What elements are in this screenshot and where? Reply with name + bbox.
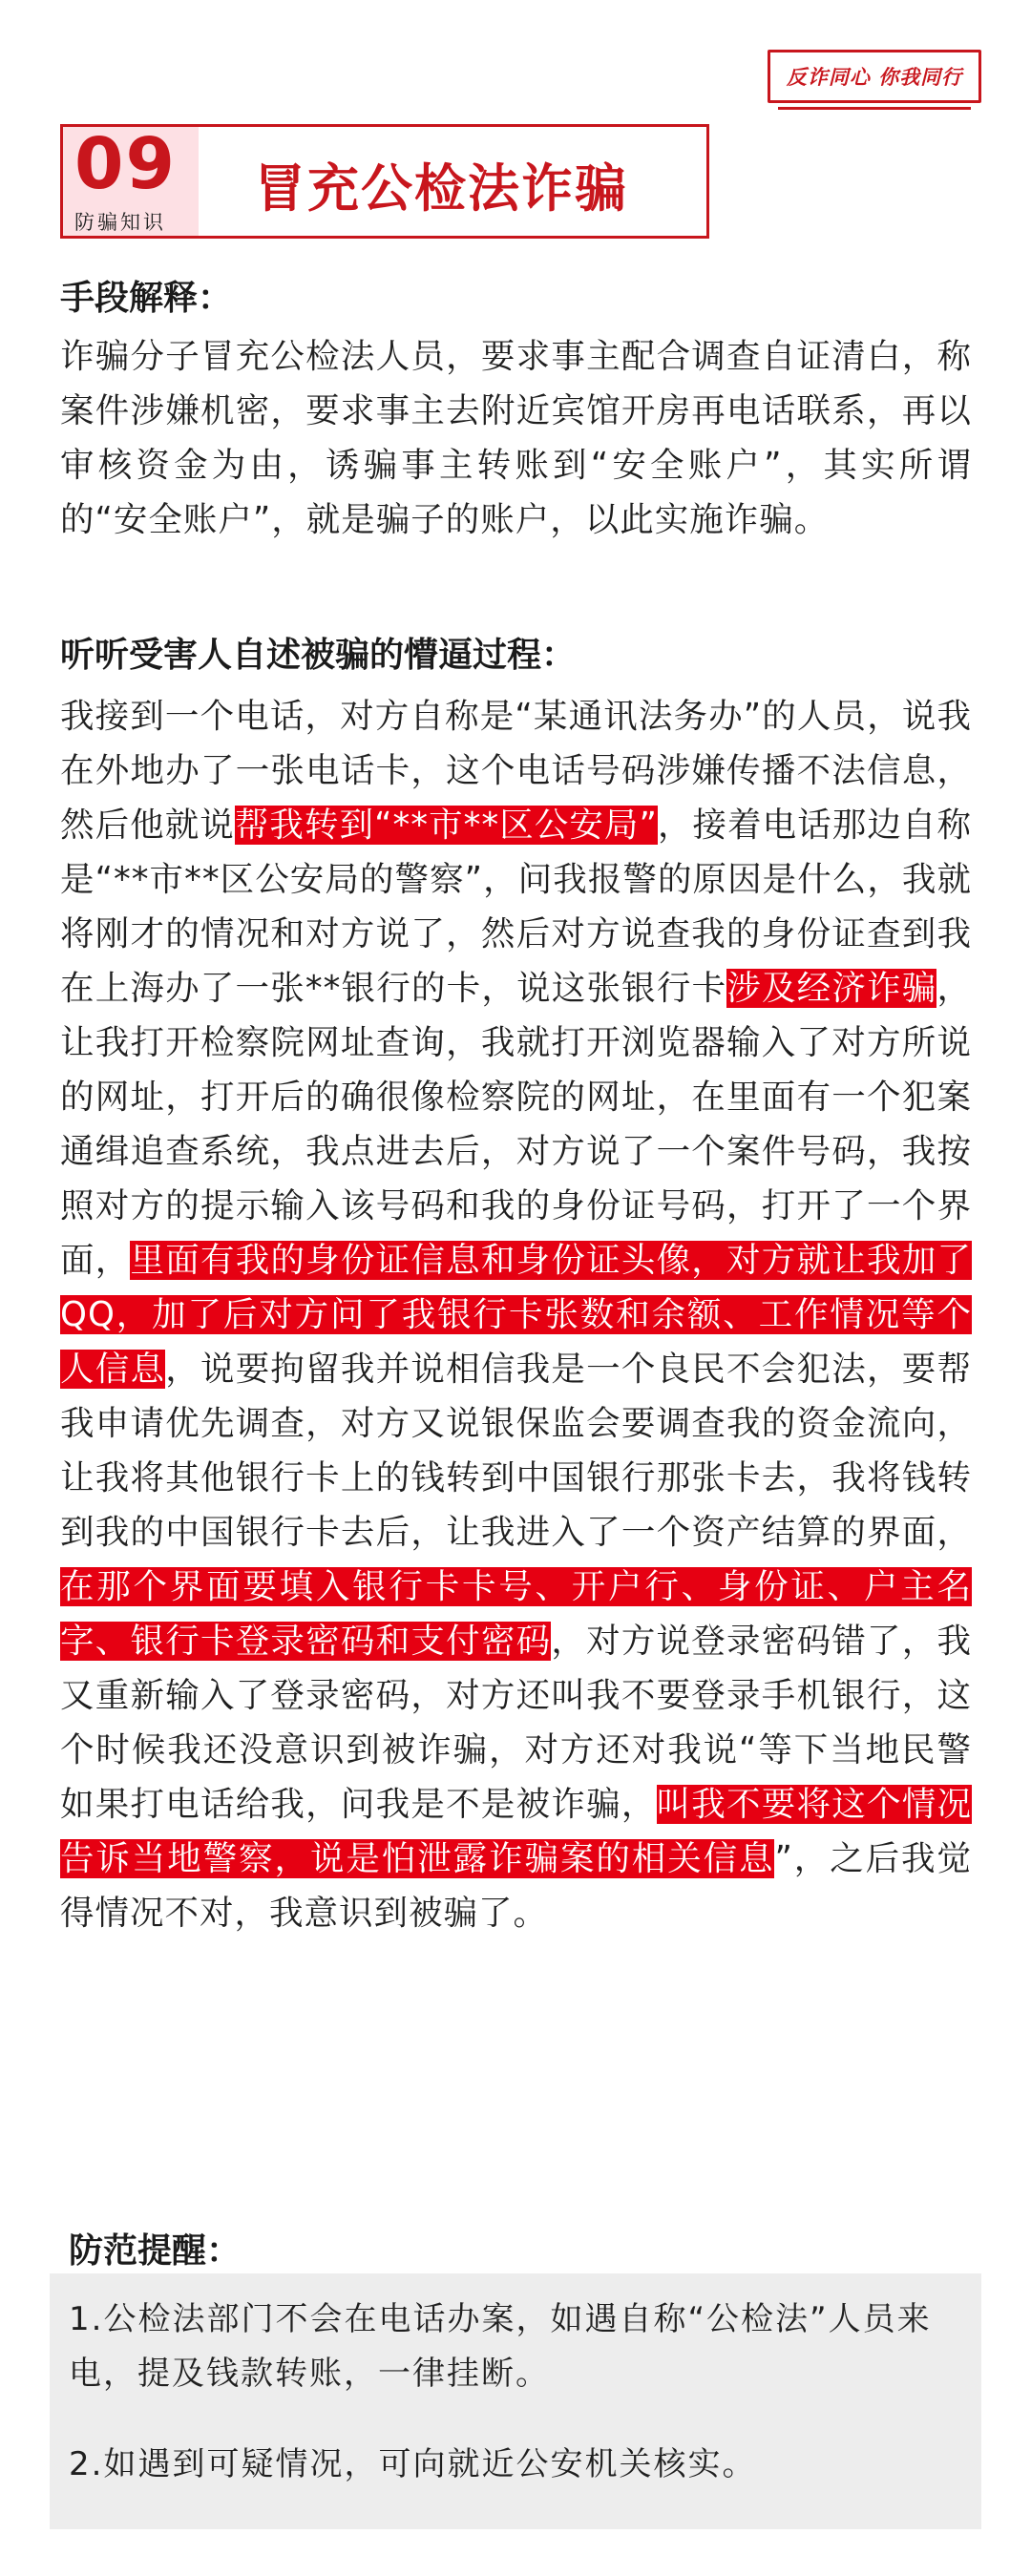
story-text-4: ，说要拘留我并说相信我是一个良民不会犯法，要帮我申请优先调查，对方又说银保监会要调查我的资金流向，让我将其他银行卡上的钱转到中国银行那张卡去，我将钱转到我的中国银行卡去后，让我进入了一个资产结算的界面， xyxy=(60,1350,972,1552)
method-text: 诈骗分子冒充公检法人员，要求事主配合调查自证清白，称案件涉嫌机密，要求事主去附近宾馆开房再电话联系，再以审核资金为由，诱骗事主转账到“安全账户”，其实所谓的“安全账户”，就是骗子的账户，以此实施诈骗。 xyxy=(60,337,972,539)
story-highlight-5: 叫我不要将这个情况告诉当地警察，说是怕泄露诈骗案的相关信息 xyxy=(60,1785,972,1878)
tips-box xyxy=(50,2273,981,2529)
number-block xyxy=(63,123,199,236)
slogan-badge xyxy=(768,50,981,103)
story-text xyxy=(60,689,972,1940)
story-heading: 听听受害人自述被骗的懵逼过程： xyxy=(60,636,577,675)
category-label: 防骗知识 xyxy=(74,211,166,234)
method-heading: 手段解释： xyxy=(60,279,233,318)
tips-heading: 防范提醒： xyxy=(69,2231,242,2271)
story-highlight-3: 里面有我的身份证信息和身份证头像，对方就让我加了QQ，加了后对方问了我银行卡张数和余额、工作情况等个人信息 xyxy=(60,1241,972,1389)
story-highlight-4: 在那个界面要填入银行卡卡号、开户行、身份证、户主名字、银行卡登录密码和支付密码 xyxy=(60,1567,972,1661)
story-highlight-2: 涉及经济诈骗 xyxy=(726,969,937,1008)
story-text-2: ，接着电话那边自称是“**市**区公安局的警察”，问我报警的原因是什么，我就将刚才的情况和对方说了，然后对方说查我的身份证查到我在上海办了一张**银行的卡，说这张银行卡 xyxy=(60,806,972,1008)
story-highlight-1: 帮我转到“**市**区公安局” xyxy=(234,806,658,845)
article-header xyxy=(60,124,709,239)
story-text-3: ，让我打开检察院网址查询，我就打开浏览器输入了对方所说的网址，打开后的确很像检察院的网址，在里面有一个犯案通缉追查系统，我点进去后，对方说了一个案件号码，我按照对方的提示输入该号码和我的身份证号码，打开了一个界面， xyxy=(60,969,972,1280)
slogan-text: 反诈同心 你我同行 xyxy=(786,66,963,89)
tip-item-1: 1.公检法部门不会在电话办案，如遇自称“公检法”人员来电，提及钱款转账，一律挂断。 xyxy=(69,2300,932,2393)
story-text-1: 我接到一个电话，对方自称是“某通讯法务办”的人员，说我在外地办了一张电话卡，这个电话号码涉嫌传播不法信息，然后他就说 xyxy=(60,697,972,845)
page-title: 冒充公检法诈骗 xyxy=(254,158,628,219)
article-number: 09 xyxy=(74,123,177,205)
story-text-5: ，对方说登录密码错了，我又重新输入了登录密码，对方还叫我不要登录手机银行，这个时候我还没意识到被诈骗，对方还对我说“等下当地民警如果打电话给我，问我是不是被诈骗， xyxy=(60,1622,972,1824)
story-text-6: ”，之后我觉得情况不对，我意识到被骗了。 xyxy=(60,1839,972,1933)
tip-item-2: 2.如遇到可疑情况，可向就近公安机关核实。 xyxy=(69,2445,757,2483)
